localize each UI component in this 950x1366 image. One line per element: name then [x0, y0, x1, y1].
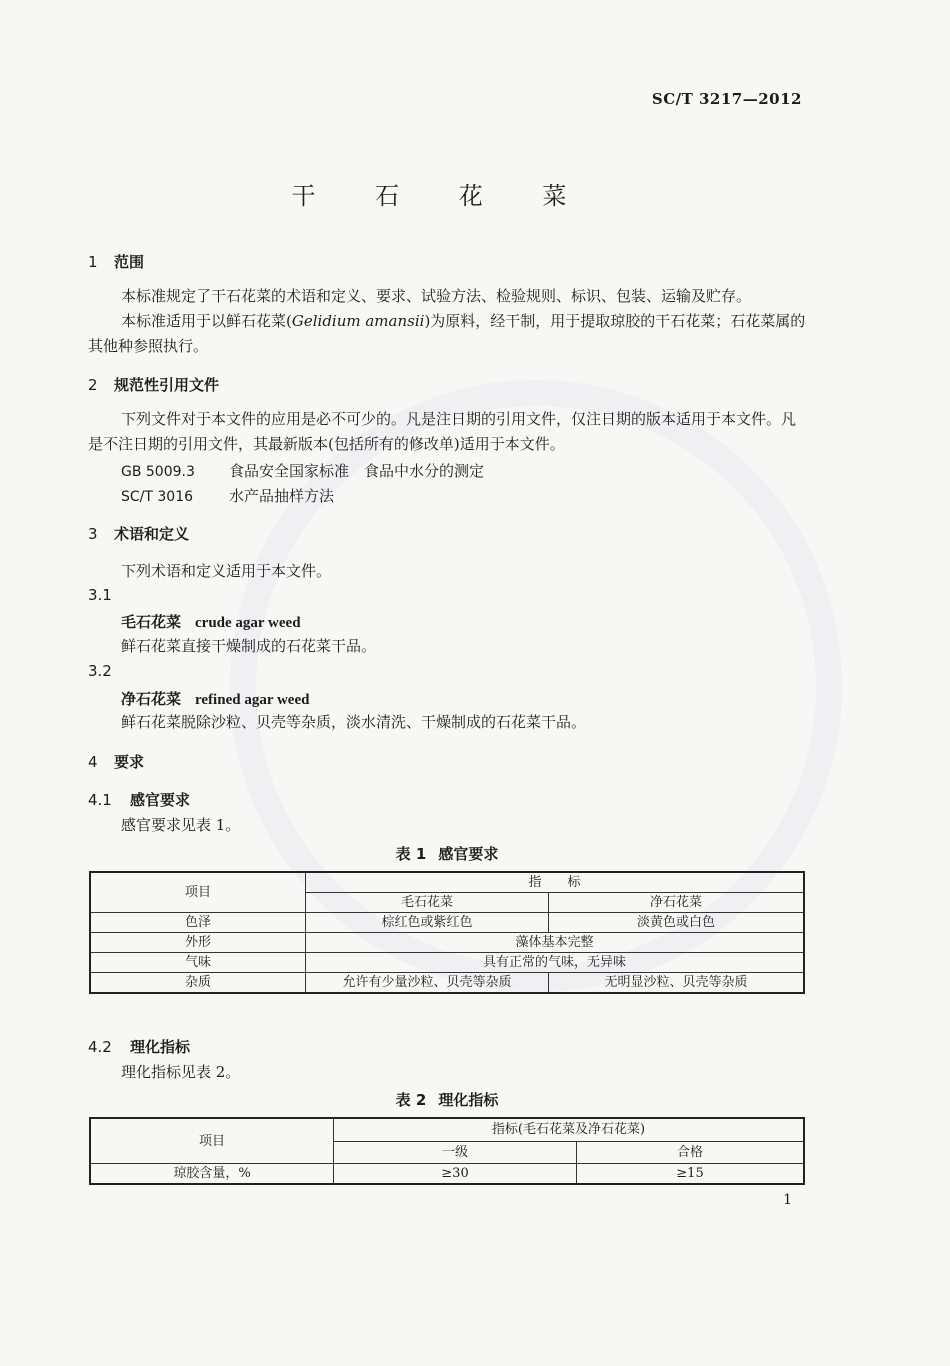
subclause-title: 理化指标 — [130, 1038, 191, 1056]
table-cell: ≥15 — [577, 1164, 805, 1185]
reference-code: GB 5009.3 — [121, 464, 195, 480]
normative-reference — [121, 485, 334, 506]
table-cell: 琼胶含量，% — [90, 1164, 334, 1185]
table-cell: 藻体基本完整 — [306, 933, 805, 953]
section-3-heading — [88, 523, 189, 544]
section-number: 3 — [88, 525, 98, 543]
paragraph: 感官要求见表 1。 — [121, 816, 241, 834]
section-title: 术语和定义 — [114, 525, 190, 543]
paragraph: 下列文件对于本文件的应用是必不可少的。凡是注日期的引用文件，仅注日期的版本适用于本文件。凡是不注日期的引用文件，其最新版本(包括所有的修改单)适用于本文件。 — [88, 410, 797, 453]
section-2-heading — [88, 374, 219, 395]
section-4-heading — [88, 751, 144, 772]
term-en: crude agar weed — [195, 615, 301, 631]
table-row — [90, 1164, 804, 1185]
reference-code: SC/T 3016 — [121, 489, 194, 505]
clause-number: 3.2 — [88, 662, 112, 680]
table-cell: 具有正常的气味，无异味 — [306, 953, 805, 973]
reference-title: 食品安全国家标准 食品中水分的测定 — [229, 462, 485, 480]
table-cell: 色泽 — [90, 913, 306, 933]
term-zh: 毛石花菜 — [121, 613, 182, 631]
standard-code: SC/T 3217—2012 — [651, 90, 802, 108]
page-number: 1 — [783, 1192, 792, 1208]
table-cell: 棕红色或紫红色 — [306, 913, 549, 933]
term-zh: 净石花菜 — [121, 690, 182, 708]
table-1-caption: 表 1 感官要求 — [395, 845, 499, 863]
clause-number: 3.1 — [88, 586, 112, 604]
table-cell: 淡黄色或白色 — [549, 913, 805, 933]
term-entry — [121, 611, 301, 632]
table-cell: 杂质 — [90, 973, 306, 994]
table-cell: 气味 — [90, 953, 306, 973]
section-1-heading — [88, 251, 144, 272]
table-cell: ≥30 — [334, 1164, 577, 1185]
section-number: 2 — [88, 376, 98, 394]
table-header-cell: 净石花菜 — [549, 893, 805, 913]
section-title: 规范性引用文件 — [114, 376, 220, 394]
table-header-cell: 指 标 — [306, 872, 805, 893]
table-row — [90, 913, 804, 933]
table-2 — [89, 1117, 805, 1185]
paragraph: 本标准规定了干石花菜的术语和定义、要求、试验方法、检验规则、标识、包装、运输及贮存。 — [121, 287, 752, 305]
subclause-4-1-heading — [88, 789, 190, 810]
table-header-cell: 毛石花菜 — [306, 893, 549, 913]
subclause-4-2-heading — [88, 1036, 190, 1057]
table-cell: 无明显沙粒、贝壳等杂质 — [549, 973, 805, 994]
term-definition: 鲜石花菜直接干燥制成的石花菜干品。 — [121, 637, 377, 655]
section-title: 范围 — [114, 253, 145, 271]
table-row — [90, 953, 804, 973]
paragraph: 下列术语和定义适用于本文件。 — [121, 562, 332, 580]
table-cell: 允许有少量沙粒、贝壳等杂质 — [306, 973, 549, 994]
paragraph: 本标准适用于以鲜石花菜(Gelidium amansii)为原料，经干制，用于提取琼胶的干石花菜；石花菜属的其他种参照执行。 — [88, 312, 806, 355]
table-row — [90, 933, 804, 953]
latin-name: Gelidium amansii — [291, 312, 425, 330]
reference-title: 水产品抽样方法 — [229, 487, 335, 505]
subclause-title: 感官要求 — [130, 791, 191, 809]
table-1 — [89, 871, 805, 994]
table-row — [90, 973, 804, 994]
table-header-cell: 项目 — [90, 1118, 334, 1164]
subclause-number: 4.1 — [88, 791, 112, 809]
subclause-number: 4.2 — [88, 1038, 112, 1056]
table-2-caption: 表 2 理化指标 — [395, 1091, 499, 1109]
term-en: refined agar weed — [195, 692, 310, 708]
term-entry — [121, 688, 309, 709]
table-header-cell: 合格 — [577, 1141, 805, 1163]
section-number: 4 — [88, 753, 98, 771]
normative-reference — [121, 460, 484, 481]
term-definition: 鲜石花菜脱除沙粒、贝壳等杂质，淡水清洗、干燥制成的石花菜干品。 — [121, 713, 587, 731]
table-cell: 外形 — [90, 933, 306, 953]
table-header-cell: 一级 — [334, 1141, 577, 1163]
section-number: 1 — [88, 253, 98, 271]
table-header-cell: 项目 — [90, 872, 306, 913]
table-header-cell: 指标(毛石花菜及净石花菜) — [334, 1118, 805, 1141]
section-title: 要求 — [114, 753, 145, 771]
paragraph: 理化指标见表 2。 — [121, 1063, 241, 1081]
document-title: 干 石 花 菜 — [291, 182, 593, 210]
